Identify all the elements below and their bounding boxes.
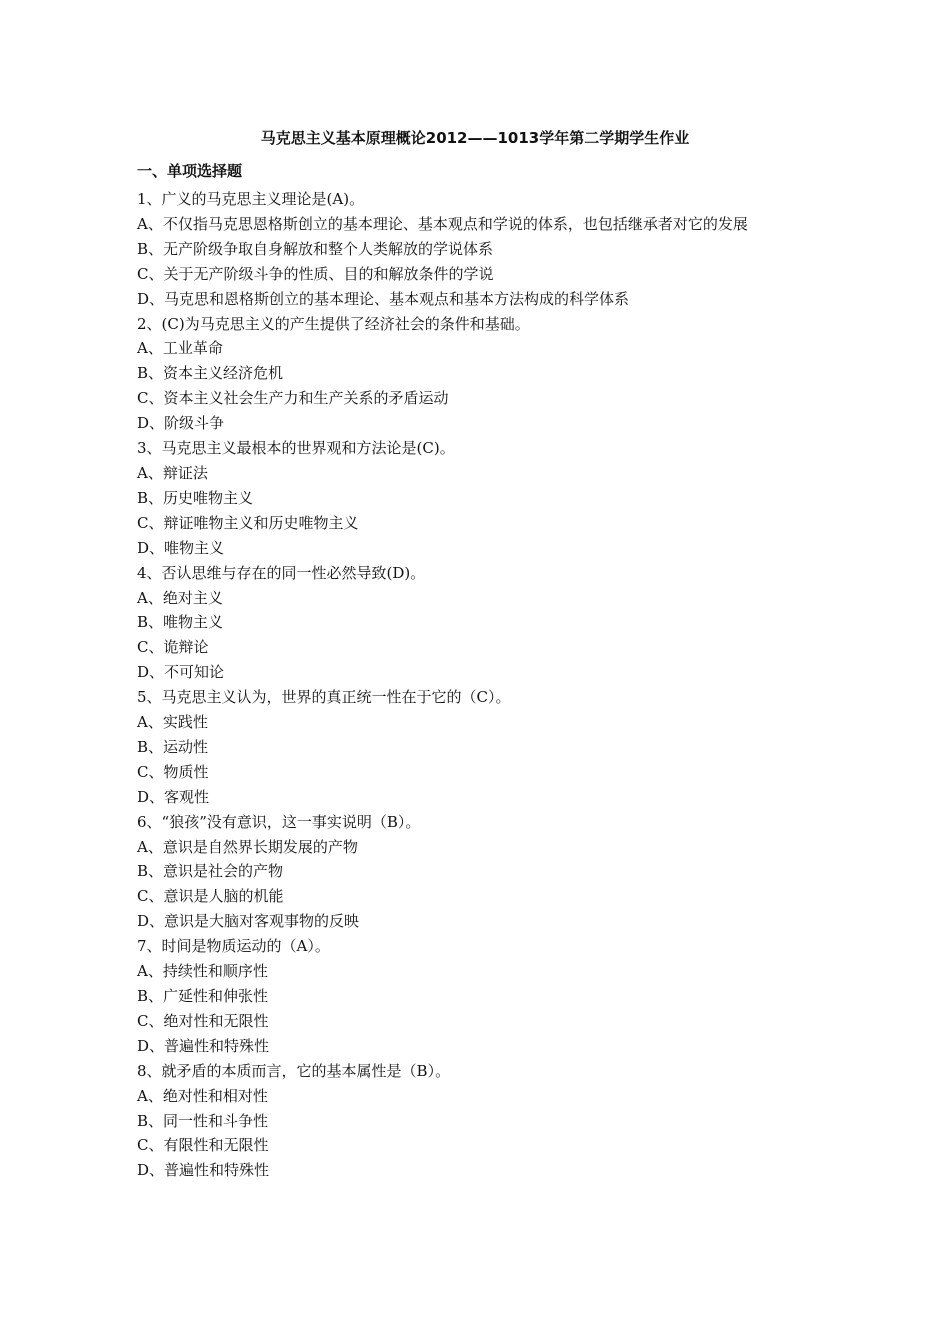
question-option: B、历史唯物主义 [137,488,254,507]
question-option: A、辩证法 [137,463,208,482]
question-option: C、物质性 [137,762,209,781]
question-option: D、普遍性和特殊性 [137,1161,270,1180]
section-heading: 一、单项选择题 [137,162,243,180]
question-option: A、工业革命 [137,339,223,358]
question-option: D、不可知论 [137,663,225,682]
question-option: D、阶级斗争 [137,414,225,433]
question-option: D、马克思和恩格斯创立的基本理论、基本观点和基本方法构成的科学体系 [137,289,630,308]
question-option: A、持续性和顺序性 [137,962,268,981]
question-option: B、无产阶级争取自身解放和整个人类解放的学说体系 [137,239,494,258]
question-option: D、普遍性和特殊性 [137,1036,270,1055]
question-option: A、不仅指马克思恩格斯创立的基本理论、基本观点和学说的体系，也包括继承者对它的发展 [137,214,748,233]
question-stem: 5、马克思主义认为，世界的真正统一性在于它的（C）。 [137,688,511,707]
question-option: A、意识是自然界长期发展的产物 [137,837,358,856]
question-option: D、客观性 [137,787,210,806]
document-title: 马克思主义基本原理概论2012——1013学年第二学期学生作业 [260,129,690,147]
question-stem: 2、(C)为马克思主义的产生提供了经济社会的条件和基础。 [137,314,530,333]
question-option: D、唯物主义 [137,538,225,557]
question-option: B、广延性和伸张性 [137,987,269,1005]
question-stem: 4、否认思维与存在的同一性必然导致(D)。 [137,563,426,582]
question-option: B、运动性 [137,737,209,756]
question-6 [137,810,827,935]
question-option: C、诡辩论 [137,638,209,657]
question-stem: 1、广义的马克思主义理论是(A)。 [137,190,365,208]
question-2 [137,312,827,437]
question-option: C、资本主义社会生产力和生产关系的矛盾运动 [137,389,449,408]
question-1 [137,187,827,312]
question-option: C、意识是人脑的机能 [137,887,284,906]
question-3 [137,436,827,561]
question-option: D、意识是大脑对客观事物的反映 [137,912,360,931]
question-option: C、绝对性和无限性 [137,1011,269,1030]
question-7 [137,934,827,1059]
question-option: C、辩证唯物主义和历史唯物主义 [137,513,359,532]
question-stem: 7、时间是物质运动的（A）。 [137,937,330,956]
question-option: A、绝对主义 [137,588,223,607]
question-option: B、唯物主义 [137,613,224,632]
question-option: C、关于无产阶级斗争的性质、目的和解放条件的学说 [137,264,494,283]
question-option: B、意识是社会的产物 [137,862,284,881]
question-4 [137,561,827,686]
document-body [137,159,827,1183]
question-stem: 6、“狼孩”没有意识，这一事实说明（B）。 [137,812,421,831]
question-stem: 3、马克思主义最根本的世界观和方法论是(C)。 [137,439,455,458]
question-8 [137,1059,827,1184]
question-option: A、绝对性和相对性 [137,1086,268,1105]
question-stem: 8、就矛盾的本质而言，它的基本属性是（B）。 [137,1061,451,1080]
question-option: C、有限性和无限性 [137,1136,269,1155]
question-5 [137,685,827,810]
question-option: B、同一性和斗争性 [137,1111,269,1130]
question-option: B、资本主义经济危机 [137,364,284,383]
question-option: A、实践性 [137,713,208,732]
